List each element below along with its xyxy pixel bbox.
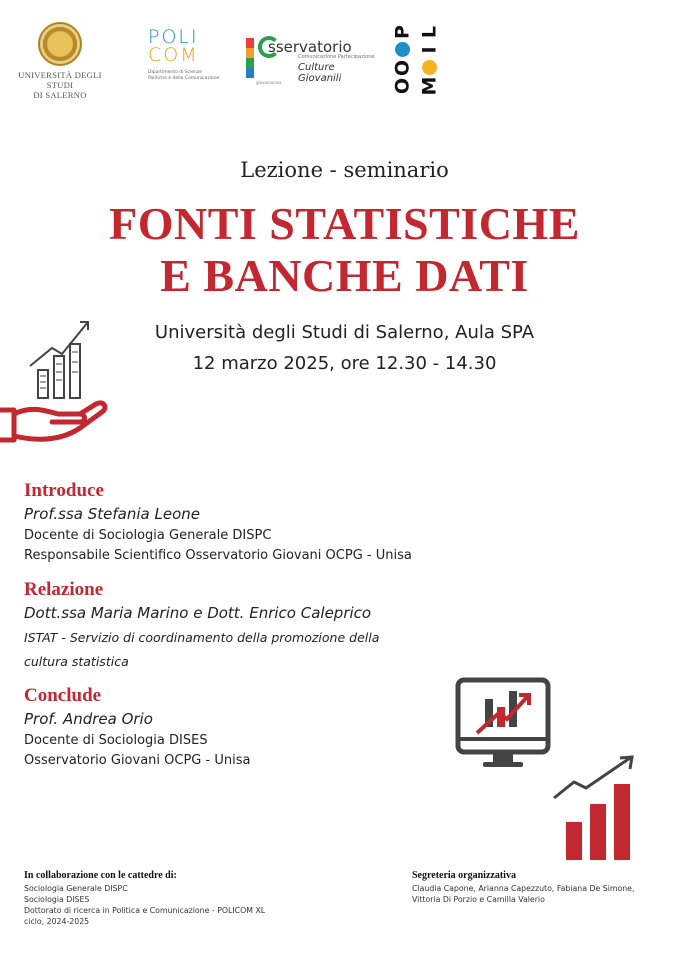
policom-logo [148,28,238,82]
relazione-line1: ISTAT - Servizio di coordinamento della promozione della [24,630,380,645]
osservatorio-small: giovaniunisa [256,80,282,85]
conclude-heading: Conclude [24,685,102,706]
introduce-name: Prof.ssa Stefania Leone [24,505,201,523]
policom-word2: COM [148,44,199,66]
unisa-line1: UNIVERSITÀ DEGLI STUDI [18,70,102,90]
pc-letter: L [418,25,441,39]
unisa-seal-icon [38,22,82,66]
pc-letter: P [391,25,414,39]
policom-word1: POLI [148,26,199,48]
introduce-heading: Introduce [24,480,104,501]
policom-sub1: Dipartimento di Scienze [148,70,203,75]
collab-line: Sociologia DISES [24,895,90,904]
footer-right [412,870,682,905]
osservatorio-bar-icon [246,38,254,78]
collab-line: Sociologia Generale DISPC [24,884,128,893]
pc-letter: O [391,77,414,95]
pc-letter: O [391,59,414,77]
collab-heading: In collaborazione con le cattedre di: [24,870,177,881]
conclude-name: Prof. Andrea Orio [24,710,153,728]
rising-bars-icon [550,754,640,862]
segreteria-line: Claudia Capone, Arianna Capezzuto, Fabiana De Simone, [412,884,635,893]
osservatorio-title: sservatorio [268,38,352,56]
event-title [0,198,689,302]
collab-line: Dottorato di ricerca in Politica e Comunicazione - POLICOM XL [24,906,266,915]
segreteria-heading: Segreteria organizzativa [412,870,516,881]
hand-chart-icon [0,318,112,448]
collab-line: ciclo, 2024-2025 [24,917,90,926]
policom-sub2: Politiche e della Comunicazione [148,76,220,81]
osservatorio-sub: Comunicazione Partecipazione [298,54,375,60]
title-line1: FONTI STATISTICHE [109,198,580,249]
footer-left [24,870,324,927]
unisa-logo [4,22,116,100]
title-line2: E BANCHE DATI [160,250,529,301]
relazione-line2: cultura statistica [24,654,129,669]
osservatorio-logo [246,30,376,86]
osservatorio-tagline: Culture Giovanili [298,62,342,84]
event-venue: Università degli Studi di Salerno, Aula SPA [154,322,535,343]
event-datetime: 12 marzo 2025, ore 12.30 - 14.30 [192,353,497,374]
relazione-name: Dott.ssa Maria Marino e Dott. Enrico Caleprico [24,604,372,622]
conclude-line2: Osservatorio Giovani OCPG - Unisa [24,753,251,768]
policom-square-logo [389,23,443,95]
relazione-heading: Relazione [24,579,104,600]
event-kicker: Lezione - seminario [240,158,449,182]
pc-letter: I [418,46,441,54]
unisa-line2: DI SALERNO [33,90,87,100]
monitor-chart-icon [455,677,551,773]
conclude-line1: Docente di Sociologia DISES [24,733,208,748]
introduce-line1: Docente di Sociologia Generale DISPC [24,528,272,543]
segreteria-line: Vittoria Di Porzio e Camilla Valerio [412,895,545,904]
introduce-line2: Responsabile Scientifico Osservatorio Giovani OCPG - Unisa [24,548,412,563]
pc-letter: M [418,76,441,96]
